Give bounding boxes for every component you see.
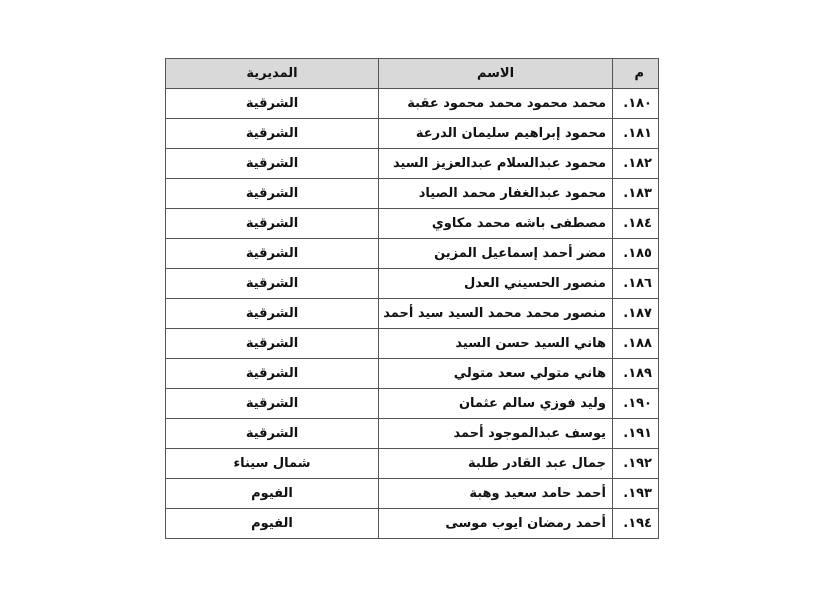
row-directorate: الشرقية (166, 119, 379, 149)
table-row (166, 509, 659, 539)
row-name: جمال عبد القادر طلبة (379, 449, 613, 479)
names-table (165, 58, 659, 539)
table-row (166, 479, 659, 509)
table-header (166, 59, 659, 89)
table-row (166, 209, 659, 239)
table-row (166, 299, 659, 329)
row-directorate: الشرقية (166, 329, 379, 359)
row-number: ١٨٦. (613, 269, 659, 299)
row-name: يوسف عبدالموجود أحمد (379, 419, 613, 449)
row-name: محمد محمود محمد محمود عقبة (379, 89, 613, 119)
row-name: محمود عبدالغفار محمد الصياد (379, 179, 613, 209)
table-row (166, 389, 659, 419)
row-number: ١٨٣. (613, 179, 659, 209)
row-directorate: الشرقية (166, 359, 379, 389)
row-number: ١٩١. (613, 419, 659, 449)
row-name: أحمد حامد سعيد وهبة (379, 479, 613, 509)
row-directorate: الشرقية (166, 149, 379, 179)
table-row (166, 329, 659, 359)
row-number: ١٨١. (613, 119, 659, 149)
table-row (166, 89, 659, 119)
header-number: م (613, 59, 659, 89)
table-row (166, 359, 659, 389)
row-number: ١٨٩. (613, 359, 659, 389)
row-directorate: الشرقية (166, 299, 379, 329)
row-directorate: الشرقية (166, 209, 379, 239)
row-name: هاني السيد حسن السيد (379, 329, 613, 359)
header-directorate: المديرية (166, 59, 379, 89)
table-row (166, 269, 659, 299)
table-row (166, 419, 659, 449)
row-number: ١٩٠. (613, 389, 659, 419)
row-name: محمود إبراهيم سليمان الدرعة (379, 119, 613, 149)
row-name: وليد فوزي سالم عثمان (379, 389, 613, 419)
row-number: ١٨٤. (613, 209, 659, 239)
header-name: الاسم (379, 59, 613, 89)
table-row (166, 179, 659, 209)
row-number: ١٩٣. (613, 479, 659, 509)
table-row (166, 149, 659, 179)
header-row (166, 59, 659, 89)
row-name: منصور محمد محمد السيد سيد أحمد (379, 299, 613, 329)
row-name: محمود عبدالسلام عبدالعزيز السيد (379, 149, 613, 179)
table-row (166, 449, 659, 479)
row-directorate: الفيوم (166, 479, 379, 509)
row-directorate: الشرقية (166, 239, 379, 269)
row-number: ١٨٠. (613, 89, 659, 119)
row-directorate: الفيوم (166, 509, 379, 539)
row-name: مصطفى باشه محمد مكاوي (379, 209, 613, 239)
row-directorate: الشرقية (166, 419, 379, 449)
row-number: ١٨٧. (613, 299, 659, 329)
table-row (166, 239, 659, 269)
row-name: منصور الحسيني العدل (379, 269, 613, 299)
table-row (166, 119, 659, 149)
row-number: ١٩٤. (613, 509, 659, 539)
table-body (166, 89, 659, 539)
row-directorate: الشرقية (166, 179, 379, 209)
row-number: ١٩٢. (613, 449, 659, 479)
row-directorate: الشرقية (166, 389, 379, 419)
row-name: مضر أحمد إسماعيل المزين (379, 239, 613, 269)
row-directorate: الشرقية (166, 269, 379, 299)
row-directorate: الشرقية (166, 89, 379, 119)
row-name: هاني متولي سعد متولي (379, 359, 613, 389)
row-number: ١٨٨. (613, 329, 659, 359)
row-name: أحمد رمضان ايوب موسى (379, 509, 613, 539)
row-number: ١٨٥. (613, 239, 659, 269)
row-directorate: شمال سيناء (166, 449, 379, 479)
row-number: ١٨٢. (613, 149, 659, 179)
